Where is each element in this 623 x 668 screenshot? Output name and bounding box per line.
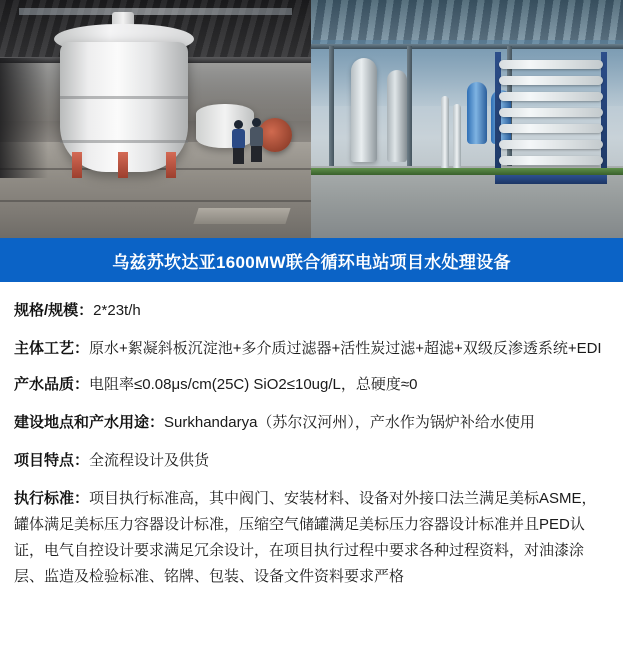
spec-label: 产水品质： [14,376,90,393]
worker-legs [233,148,244,164]
project-title-bar [0,238,623,282]
ro-plant-photo-right [311,0,623,238]
secondary-vessel [196,104,254,148]
tank-weld-band [60,140,188,143]
spec-value: 全流程设计及供货 [89,452,210,469]
spec-row [14,298,609,324]
ro-pressure-vessel [499,124,603,133]
spec-value: 电阻率≤0.08μs/cm(25C) SiO2≤10ug/L，总硬度≈0 [89,376,418,393]
ro-pressure-vessel [499,156,603,165]
ro-pressure-vessel [499,76,603,85]
green-header-pipe [311,168,623,175]
spec-row [14,448,609,474]
worker-body [250,127,263,147]
ro-pressure-vessel [499,140,603,149]
skid-base [495,174,607,184]
page-title: 乌兹苏坎达亚1600MW联合循环电站项目水处理设备 [112,252,511,272]
tank-support-leg [118,152,128,178]
overhead-rail-icon [311,44,623,49]
worker-legs [251,146,262,162]
spec-list [0,282,623,610]
spec-value: 项目执行标准高，其中阀门、安装材料、设备对外接口法兰满足美标ASME，罐体满足美标压力容器设计标准，压缩空气储罐满足美标压力容器设计标准并且PED认证，电气自控设计要求满足冗余设计，在项目执行过程中要求各种过程资料，对油漆涂层、监造及检验标准、铭牌、包装、设备文件资料要求严格 [14,490,597,585]
process-pipe [441,96,449,170]
spec-row [14,336,609,362]
support-post [329,46,334,174]
process-pipe [453,104,461,170]
tank-weld-band [60,96,188,99]
ro-pressure-vessel [499,108,603,117]
spec-label: 执行标准： [14,490,90,507]
worker-head [252,118,261,127]
factory-photo-left [0,0,311,238]
worker-figure [250,118,263,162]
spec-value: Surkhandarya（苏尔汉河州），产水作为锅炉补给水使用 [164,414,535,431]
spec-label: 项目特点： [14,452,90,469]
spec-row [14,372,609,398]
ro-pressure-vessel [499,60,603,69]
spec-row [14,486,609,590]
spec-label: 建设地点和产水用途： [14,414,165,431]
filter-column [387,70,407,162]
page-bottom-edge [0,662,623,668]
filter-column [351,58,377,162]
ro-pressure-vessel [499,92,603,101]
floor-pallet [193,208,290,224]
spec-row [14,410,609,436]
spec-value: 原水+絮凝斜板沉淀池+多介质过滤器+活性炭过滤+超滤+双级反渗透系统+EDI [89,340,602,357]
worker-head [234,120,243,129]
ro-membrane-skid [495,56,607,172]
tank-support-leg [72,152,82,178]
worker-body [232,129,245,149]
spec-label: 主体工艺： [14,340,90,357]
support-post [407,46,412,174]
spec-value: 2*23t/h [93,302,141,319]
photo-left-vignette [0,58,48,178]
tank-support-leg [166,152,176,178]
spec-label: 规格/规模： [14,302,94,319]
cable-reel-icon [258,118,292,152]
worker-figure [232,120,245,164]
photo-strip [0,0,623,238]
blue-pressure-vessel [467,82,487,144]
floor-seam [0,200,311,202]
